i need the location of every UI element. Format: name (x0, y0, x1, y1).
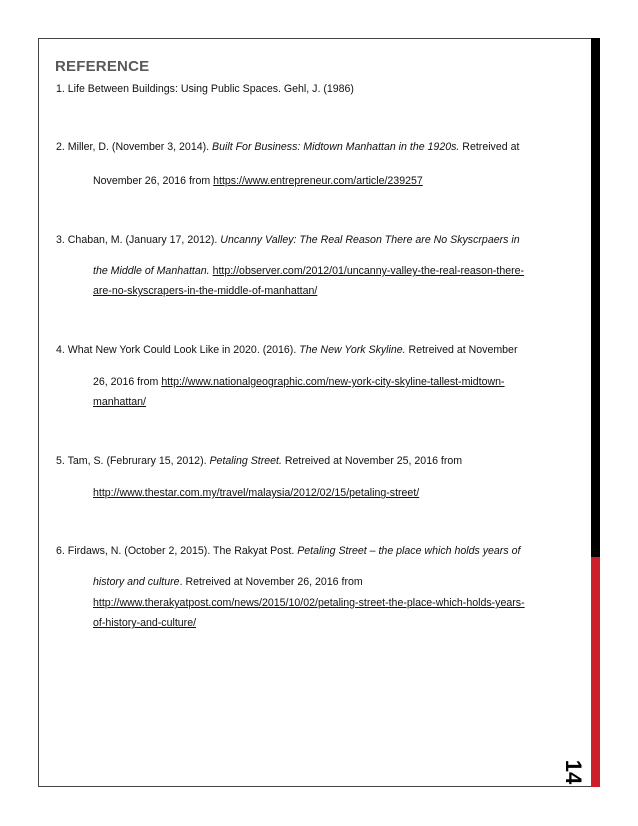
reference-4-title: The New York Skyline. (299, 344, 406, 356)
reference-5-link[interactable]: http://www.thestar.com.my/travel/malaysia/2012/02/15/petaling-street/ (93, 487, 420, 499)
reference-3: 3. Chaban, M. (January 17, 2012). Uncanny Valley: The Real Reason There are No Skyscrpaers in (56, 234, 520, 246)
reference-3-line-2: the Middle of Manhattan. http://observer.com/2012/01/uncanny-valley-the-real-reason-there- (93, 265, 525, 277)
reference-2-line-2: November 26, 2016 from https://www.entrepreneur.com/article/239257 (93, 175, 423, 187)
reference-4-line-2: 26, 2016 from http://www.nationalgeographic.com/new-york-city-skyline-tallest-midtown- (93, 376, 505, 388)
reference-5-title: Petaling Street. (209, 455, 282, 467)
reference-3-title: Uncanny Valley: The Real Reason There are No Skyscrpaers in (220, 234, 520, 246)
page-number: 14 (561, 759, 586, 785)
reference-6-link-cont[interactable]: of-history-and-culture/ (93, 617, 197, 629)
reference-5: 5. Tam, S. (Februrary 15, 2012). Petaling Street. Retreived at November 25, 2016 from (56, 455, 463, 467)
sidebar-bar-black (591, 38, 600, 557)
reference-6-line-3 (93, 596, 525, 610)
reference-2-link[interactable]: https://www.entrepreneur.com/article/239257 (213, 175, 423, 187)
reference-3-link-cont[interactable]: are-no-skyscrapers-in-the-middle-of-manhattan/ (93, 285, 318, 297)
reference-6-line-2: history and culture. Retreived at November 26, 2016 from (93, 576, 363, 588)
reference-3-link[interactable]: http://observer.com/2012/01/uncanny-valley-the-real-reason-there- (212, 265, 525, 277)
reference-6-title: Petaling Street – the place which holds years of (297, 545, 521, 557)
reference-4-link-cont[interactable]: manhattan/ (93, 396, 147, 408)
reference-1: 1. Life Between Buildings: Using Public Spaces. Gehl, J. (1986) (56, 83, 354, 95)
reference-6-link[interactable]: http://www.therakyatpost.com/news/2015/10/02/petaling-street-the-place-which-holds-years- (93, 597, 525, 609)
reference-2-title: Built For Business: Midtown Manhattan in the 1920s. (212, 141, 460, 153)
reference-3-line-3 (93, 284, 317, 298)
reference-5-line-2 (93, 486, 419, 500)
reference-4-link[interactable]: http://www.nationalgeographic.com/new-york-city-skyline-tallest-midtown- (161, 376, 505, 388)
sidebar-bar-red (591, 557, 600, 787)
reference-2: 2. Miller, D. (November 3, 2014). Built For Business: Midtown Manhattan in the 1920s. Retreived at (56, 141, 520, 153)
reference-6-line-4 (93, 616, 196, 630)
reference-4-line-3 (93, 395, 146, 409)
reference-6: 6. Firdaws, N. (October 2, 2015). The Rakyat Post. Petaling Street – the place which holds years of (56, 545, 521, 557)
page-title: REFERENCE (55, 58, 150, 75)
reference-4: 4. What New York Could Look Like in 2020. (2016). The New York Skyline. Retreived at November (56, 344, 518, 356)
